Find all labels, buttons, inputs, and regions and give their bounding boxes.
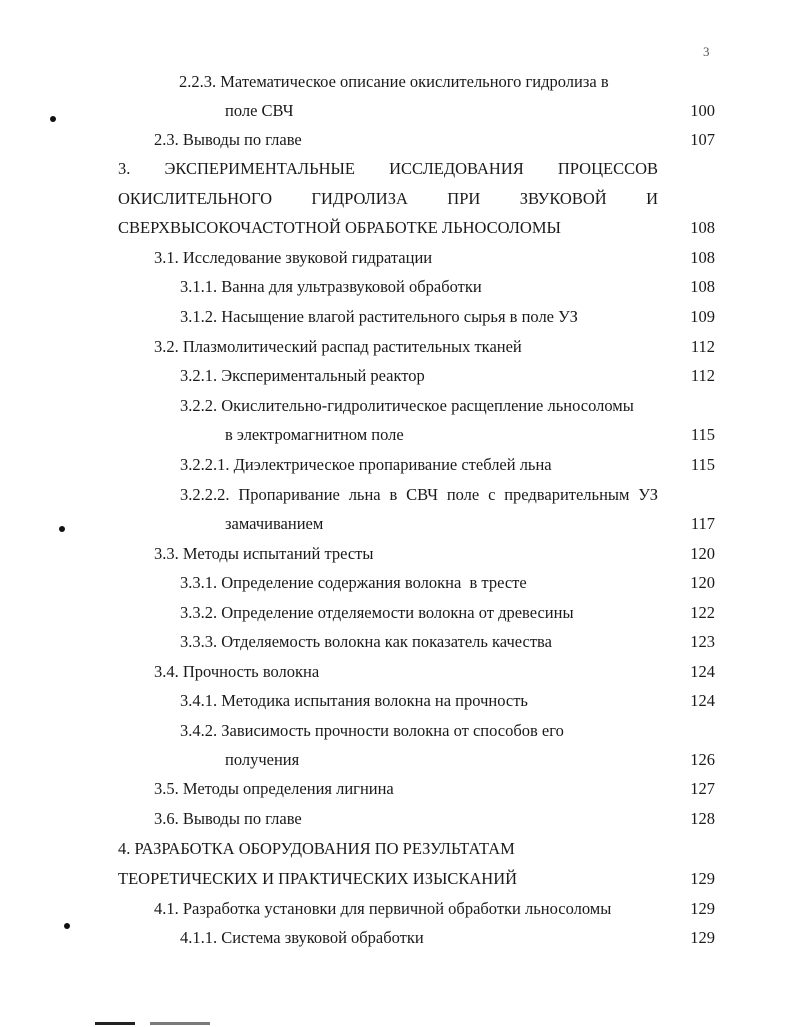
toc-entry-3-4-2-cont: [0, 747, 715, 773]
toc-entry-3-3-3: [0, 629, 715, 655]
toc-page-number: 109: [690, 307, 715, 326]
toc-page-number: 120: [690, 544, 715, 563]
heading-word: ПРИ: [447, 189, 481, 208]
toc-entry-3-2-2-2: [180, 482, 658, 508]
toc-entry-3-4-1: [0, 688, 715, 714]
toc-page-number: 115: [690, 425, 715, 444]
toc-entry-text: 4.1. Разработка установки для первичной обработки льносоломы: [154, 899, 612, 918]
toc-entry-3-2-2-1: [0, 452, 715, 478]
toc-entry-text: 3.2.1. Экспериментальный реактор: [180, 366, 425, 385]
heading-word: ЗВУКОВОЙ: [519, 189, 607, 208]
toc-entry-3-3: [0, 541, 715, 567]
toc-page-number: 128: [690, 809, 715, 828]
toc-entry-3-2-1: [0, 363, 715, 389]
toc-page-number: 112: [690, 337, 715, 356]
toc-entry-3-4-2: [0, 718, 715, 744]
entry-word: с: [488, 485, 496, 504]
toc-entry-text: 2.2.3. Математическое описание окислительного гидролиза в: [179, 72, 609, 91]
heading-word: ПРОЦЕССОВ: [557, 159, 658, 178]
toc-entry-text: 3.2.2. Окислительно-гидролитическое расщепление льносоломы: [180, 396, 634, 415]
toc-page-number: 107: [690, 130, 715, 149]
toc-entry-text: ТЕОРЕТИЧЕСКИХ И ПРАКТИЧЕСКИХ ИЗЫСКАНИЙ: [118, 869, 518, 888]
toc-entry-3-2-2: [0, 393, 715, 419]
toc-page-number: 127: [690, 779, 715, 798]
toc-entry-text: 4.1.1. Система звуковой обработки: [180, 928, 424, 947]
toc-page-number: 123: [690, 632, 715, 651]
toc-entry-3-4: [0, 659, 715, 685]
toc-entry-text: СВЕРХВЫСОКОЧАСТОТНОЙ ОБРАБОТКЕ ЛЬНОСОЛОМЫ: [118, 218, 561, 237]
toc-entry-text: 3.4. Прочность волокна: [154, 662, 320, 681]
toc-page-number: 124: [690, 691, 715, 710]
toc-page-number: 108: [690, 248, 715, 267]
binder-hole-mark: [64, 923, 70, 929]
toc-page-number: 124: [690, 662, 715, 681]
heading-word: ИССЛЕДОВАНИЯ: [389, 159, 524, 178]
entry-word: Пропаривание: [238, 485, 340, 504]
page-number: 3: [703, 44, 710, 59]
toc-entry-3-2-2-cont: [0, 422, 715, 448]
scan-edge-mark: [150, 1022, 210, 1025]
toc-entry-3-1-2: [0, 304, 715, 330]
toc-page-number: 117: [690, 514, 715, 533]
entry-word: 3.2.2.2.: [180, 485, 230, 504]
entry-word: предварительным: [504, 485, 630, 504]
toc-entry-3-2-2-2-cont: [0, 511, 715, 537]
toc-entry-text: получения: [225, 750, 300, 769]
entry-word: УЗ: [638, 485, 658, 504]
toc-page-number: 129: [690, 899, 715, 918]
toc-entry-3-3-2: [0, 600, 715, 626]
toc-entry-text: 4. РАЗРАБОТКА ОБОРУДОВАНИЯ ПО РЕЗУЛЬТАТАМ: [118, 839, 515, 858]
toc-entry-text: 3.3. Методы испытаний тресты: [154, 544, 374, 563]
heading-word: ЭКСПЕРИМЕНТАЛЬНЫЕ: [164, 159, 355, 178]
toc-entry-text: 3.4.2. Зависимость прочности волокна от способов его: [180, 721, 564, 740]
toc-entry-text: 3.1.2. Насыщение влагой растительного сырья в поле УЗ: [180, 307, 578, 326]
toc-entry-text: 3.4.1. Методика испытания волокна на прочность: [180, 691, 528, 710]
toc-entry-text: поле СВЧ: [225, 101, 294, 120]
toc-entry-3-1: [0, 245, 715, 271]
toc-chapter-4-cont: [0, 866, 715, 892]
toc-page-number: 129: [690, 928, 715, 947]
toc-entry-text: 3.6. Выводы по главе: [154, 809, 302, 828]
toc-entry-2-3: [0, 127, 715, 153]
toc-entry-2-2-3-cont: [0, 98, 715, 124]
binder-hole-mark: [59, 526, 65, 532]
toc-page-number: 108: [690, 218, 715, 237]
toc-entry-3-5: [0, 776, 715, 802]
scan-edge-mark: [95, 1022, 135, 1025]
toc-chapter-4: [0, 836, 715, 862]
toc-entry-3-3-1: [0, 570, 715, 596]
toc-entry-text: 3.3.2. Определение отделяемости волокна от древесины: [180, 603, 574, 622]
toc-chapter-3-line-1: [118, 156, 658, 182]
toc-entry-text: 3.1.1. Ванна для ультразвуковой обработки: [180, 277, 482, 296]
toc-entry-text: в электромагнитном поле: [225, 425, 404, 444]
heading-word: ОКИСЛИТЕЛЬНОГО: [118, 189, 273, 208]
toc-chapter-3-line-3: [0, 215, 715, 241]
entry-word: в: [389, 485, 398, 504]
binder-hole-mark: [50, 116, 56, 122]
heading-word: И: [646, 189, 658, 208]
toc-page-number: 100: [690, 101, 715, 120]
toc-page-number: 122: [690, 603, 715, 622]
toc-entry-2-2-3: [0, 69, 715, 95]
toc-entry-text: 3.3.1. Определение содержания волокна в тресте: [180, 573, 527, 592]
toc-page-number: 120: [690, 573, 715, 592]
toc-entry-4-1: [0, 896, 715, 922]
toc-entry-text: 3.5. Методы определения лигнина: [154, 779, 394, 798]
toc-entry-text: 3.2. Плазмолитический распад растительных тканей: [154, 337, 522, 356]
toc-entry-3-6: [0, 806, 715, 832]
toc-entry-text: 3.2.2.1. Диэлектрическое пропаривание стеблей льна: [180, 455, 552, 474]
toc-entry-text: 3.3.3. Отделяемость волокна как показатель качества: [180, 632, 552, 651]
toc-page-number: 108: [690, 277, 715, 296]
heading-word: ГИДРОЛИЗА: [311, 189, 408, 208]
toc-entry-3-2: [0, 334, 715, 360]
toc-page-number: 129: [690, 869, 715, 888]
toc-chapter-3-line-2: [118, 186, 658, 212]
entry-word: СВЧ: [406, 485, 438, 504]
toc-entry-text: 3.1. Исследование звуковой гидратации: [154, 248, 433, 267]
toc-page-number: 112: [690, 366, 715, 385]
toc-entry-text: замачиванием: [225, 514, 324, 533]
toc-entry-4-1-1: [0, 925, 715, 951]
toc-page-number: 115: [690, 455, 715, 474]
entry-word: поле: [446, 485, 480, 504]
heading-word: 3.: [118, 159, 131, 178]
toc-page-number: 126: [690, 750, 715, 769]
toc-entry-3-1-1: [0, 274, 715, 300]
toc-entry-text: 2.3. Выводы по главе: [154, 130, 302, 149]
entry-word: льна: [348, 485, 381, 504]
